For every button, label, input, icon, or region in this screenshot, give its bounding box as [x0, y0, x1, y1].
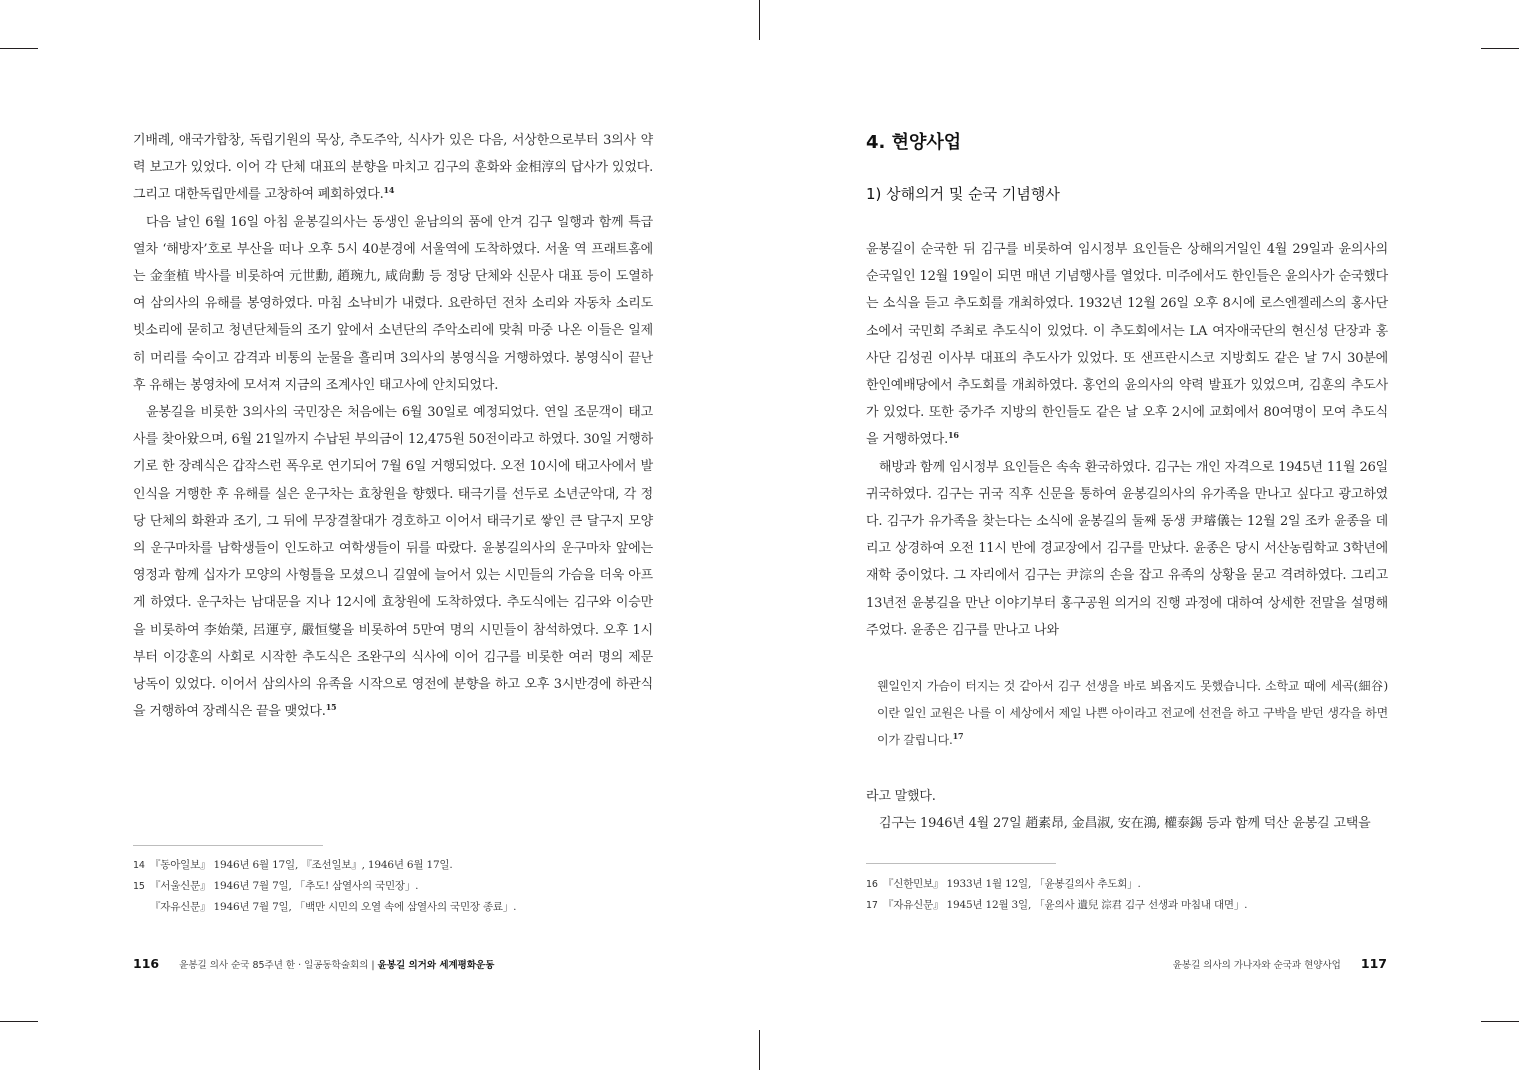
paragraph: 해방과 함께 임시정부 요인들은 속속 환국하였다. 김구는 개인 자격으로 1945년 11월 26일 귀국하였다. 김구는 귀국 직후 신문을 통하여 윤봉길의사의 유가족을 만나고 싶다고 광고하였다. 김구가 유가족을 찾는다는 소식에 윤봉길의 둘째 동생 尹璿儀는 12월 2일 조카 윤종을 데리고 상경하여 오전 11시 반에 경교장에서 김구를 만났다. 윤종은 당시 서산농림학교 3학년에 재학 중이었다. 그 자리에서 김구는 尹淙의 손을 잡고 유족의 상황을 묻고 격려하였다. 그리고 13년전 윤봉길을 만난 이야기부터 홍구공원 의거의 진행 과정에 대하여 상세한 전말을 설명해 주었다. 윤종은 김구를 만나고 나와 [866, 459, 1388, 638]
paragraph: 윤봉길이 순국한 뒤 김구를 비롯하여 임시정부 요인들은 상해의거일인 4월 29일과 윤의사의 순국일인 12월 19일이 되면 매년 기념행사를 열었다. 미주에서도 한인들은 윤의사가 순국했다는 소식을 듣고 추도회를 개최하였다. 1932년 12월 26일 오후 8시에 로스엔젤레스의 홍사단소에서 국민회 주최로 추도식이 있었다. 이 추도회에서는 LA 여자애국단의 현신성 단장과 홍사단 김성권 이사부 대표의 추도사가 있었다. 또 샌프란시스코 지방회도 같은 날 7시 30분에 한인예배당에서 추도회를 개최하였다. 홍언의 윤의사의 약력 발표가 있었으며, 김훈의 추도사가 있었다. 또한 중가주 지방의 한인들도 같은 날 오후 2시에 교회에서 80여명이 모여 추도식을 거행하였다.$^{16}$ [866, 242, 1388, 448]
footnote-continuation: 『자유신문』 1946년 7월 7일, 「백만 시민의 오열 속에 삼열사의 국민장 종료」. [150, 901, 517, 913]
paragraph: 기배례, 애국가합창, 독립기원의 묵상, 추도주악, 식사가 있은 다음, 서상한으로부터 3의사 약력 보고가 있었다. 이어 각 단체 대표의 분향을 마치고 김구의 훈화와 金相淳의 답사가 있었다. 그리고 대한독립만세를 고창하여 폐회하였다.$^{14}$ [133, 133, 653, 203]
running-head: 윤봉길 의사의 가나자와 순국과 현양사업 [1172, 960, 1341, 971]
footnote: 17 『자유신문』 1945년 12월 3일, 「윤의사 遺兒 淙君 김구 선생과 마침내 대면」. [866, 899, 1248, 911]
footnote-rule [866, 863, 1056, 864]
left-folio [133, 956, 494, 976]
section-title: 4. 현양사업 [866, 132, 962, 153]
paragraph: 윤봉길을 비롯한 3의사의 국민장은 처음에는 6월 30일로 예정되었다. 연일 조문객이 태고사를 찾아왔으며, 6월 21일까지 수납된 부의금이 12,475원 50전이라고 하였다. 30일 거행하기로 한 장례식은 갑작스런 폭우로 연기되어 7월 6일 거행되었다. 오전 10시에 태고사에서 발인식을 거행한 후 유해를 실은 운구차는 효창원을 향했다. 태극기를 선두로 소년군악대, 각 정당 단체의 화환과 조기, 그 뒤에 무장결찰대가 경호하고 이어서 태극기로 쌓인 큰 달구지 모양의 운구마차를 남학생들이 인도하고 여학생들이 뒤를 따랐다. 윤봉길의사의 운구마차 앞에는 영정과 함께 십자가 모양의 사형틀을 모셨으니 길옆에 늘어서 있는 시민들의 가슴을 더욱 아프게 하였다. 운구차는 남대문을 지나 12시에 효창원에 도착하였다. 추도식에는 김구와 이승만을 비롯하여 李始榮, 呂運亨, 嚴恒燮을 비롯하여 5만여 명의 시민들이 참석하였다. 오후 1시부터 이강훈의 사회로 시작한 추도식은 조완구의 식사에 이어 김구를 비롯한 여러 명의 제문 낭독이 있었다. 이어서 삼의사의 유족을 시작으로 영전에 분향을 하고 오후 3시반경에 하관식을 거행하여 장례식은 끝을 맺었다.$^{15}$ [133, 405, 653, 720]
page-number: 117 [1360, 956, 1387, 971]
footnote-rule [133, 845, 323, 846]
footnote: 14 『동아일보』 1946년 6월 17일, 『조선일보』, 1946년 6월 17일. [133, 859, 453, 871]
footnote-ref: 15 [325, 702, 337, 713]
paragraph: 라고 말했다. [866, 789, 936, 804]
paragraph: 김구는 1946년 4월 27일 趙素昂, 金昌淑, 安在鴻, 權泰錫 등과 함께 덕산 윤봉길 고택을 [879, 816, 1371, 832]
left-footnotes [133, 855, 653, 918]
footnote: 16 『신한민보』 1933년 1월 12일, 「윤봉길의사 추도회」. [866, 878, 1141, 890]
footnote-ref: 14 [383, 185, 395, 196]
left-body-text [133, 127, 653, 725]
running-head: 윤봉길 의사 순국 85주년 한 · 일공동학술회의 | [179, 960, 375, 971]
right-footnotes [866, 874, 1388, 916]
footnote: 15 『서울신문』 1946년 7월 7일, 「추도! 삼열사의 국민장」. [133, 880, 419, 892]
block-quote: 웬일인지 가슴이 터지는 것 같아서 김구 선생을 바로 뵈옵지도 못했습니다. 소학교 때에 세곡(細谷)이란 일인 교원은 나를 이 세상에서 제일 나쁜 아이라고 전교에 선전을 하고 구박을 받던 생각을 하면 이가 갈립니다.$^{17}$ [877, 679, 1388, 747]
right-folio [1173, 956, 1387, 976]
running-head-title: 윤봉길 의거와 세계평화운동 [377, 960, 495, 971]
footnote-ref: 17 [952, 731, 964, 741]
left-page [0, 0, 759, 1070]
page-number: 116 [133, 956, 160, 971]
right-page [760, 0, 1519, 1070]
footnote-ref: 16 [948, 430, 959, 441]
right-body-continued [866, 783, 1388, 837]
subsection-title: 1) 상해의거 및 순국 기념행사 [866, 185, 1060, 203]
right-body-text [866, 236, 1388, 644]
paragraph: 다음 날인 6월 16일 아침 윤봉길의사는 동생인 윤남의의 품에 안겨 김구 일행과 함께 특급열차 ‘해방자’호로 부산을 떠나 오후 5시 40분경에 서울역에 도착하였다. 서울 역 프래트홈에는 金奎植 박사를 비롯하여 元世勳, 趙琬九, 咸尙勳 등 정당 단체와 신문사 대표 등이 도열하여 삼의사의 유해를 봉영하였다. 마침 소낙비가 내렸다. 요란하던 전차 소리와 자동차 소리도 빗소리에 묻히고 청년단체들의 조기 앞에서 소년단의 주악소리에 맞춰 마중 나온 이들은 일제히 머리를 숙이고 감격과 비통의 눈물을 흘리며 3의사의 봉영식을 거행하였다. 봉영식이 끝난 후 유해는 봉영차에 모셔져 지금의 조계사인 태고사에 안치되었다. [133, 214, 653, 393]
